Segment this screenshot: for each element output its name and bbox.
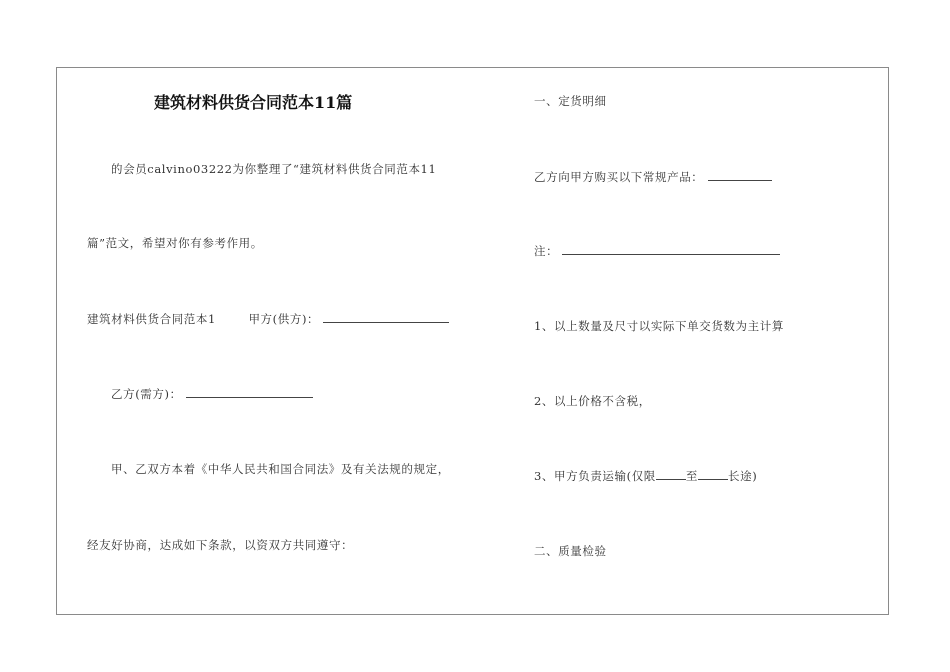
- left-column: [57, 68, 477, 614]
- contract-heading-row: [87, 312, 449, 326]
- party-b-row: [111, 387, 313, 401]
- party-b-label: 乙方(需方)：: [111, 387, 182, 401]
- item-3-suffix: 长途): [728, 469, 758, 483]
- note-row: [534, 244, 780, 258]
- intro-line-2: 篇”范文，希望对你有参考作用。: [87, 236, 263, 250]
- party-b-blank: [186, 387, 313, 398]
- clause-line-2: 经友好协商，达成如下条款，以资双方共同遵守：: [87, 538, 354, 552]
- item-2: 2、以上价格不含税，: [534, 394, 651, 408]
- intro-line-1: 的会员calvino03222为你整理了“建筑材料供货合同范本11: [111, 162, 437, 176]
- item-3-row: [534, 469, 757, 483]
- right-column: [477, 68, 890, 614]
- party-a-blank: [323, 312, 449, 323]
- purchase-blank: [708, 170, 772, 181]
- party-a-label: 甲方(供方)：: [248, 312, 320, 326]
- document-title: 建筑材料供货合同范本11篇: [154, 93, 353, 112]
- note-label: 注：: [534, 244, 559, 258]
- item-3-to-blank: [698, 469, 728, 480]
- purchase-row: [534, 170, 772, 184]
- document-page: [56, 67, 889, 615]
- note-blank: [562, 244, 780, 255]
- item-3-from-blank: [656, 469, 686, 480]
- item-3-middle: 至: [685, 469, 699, 483]
- item-1: 1、以上数量及尺寸以实际下单交货数为主计算: [534, 319, 784, 333]
- purchase-line-label: 乙方向甲方购买以下常规产品：: [534, 170, 704, 184]
- section2-heading: 二、质量检验: [534, 544, 607, 558]
- contract-heading: 建筑材料供货合同范本1: [87, 312, 216, 326]
- clause-line-1: 甲、乙双方本着《中华人民共和国合同法》及有关法规的规定，: [111, 462, 450, 476]
- section1-heading: 一、定货明细: [534, 94, 607, 108]
- item-3-prefix: 3、甲方负责运输(仅限: [534, 469, 656, 483]
